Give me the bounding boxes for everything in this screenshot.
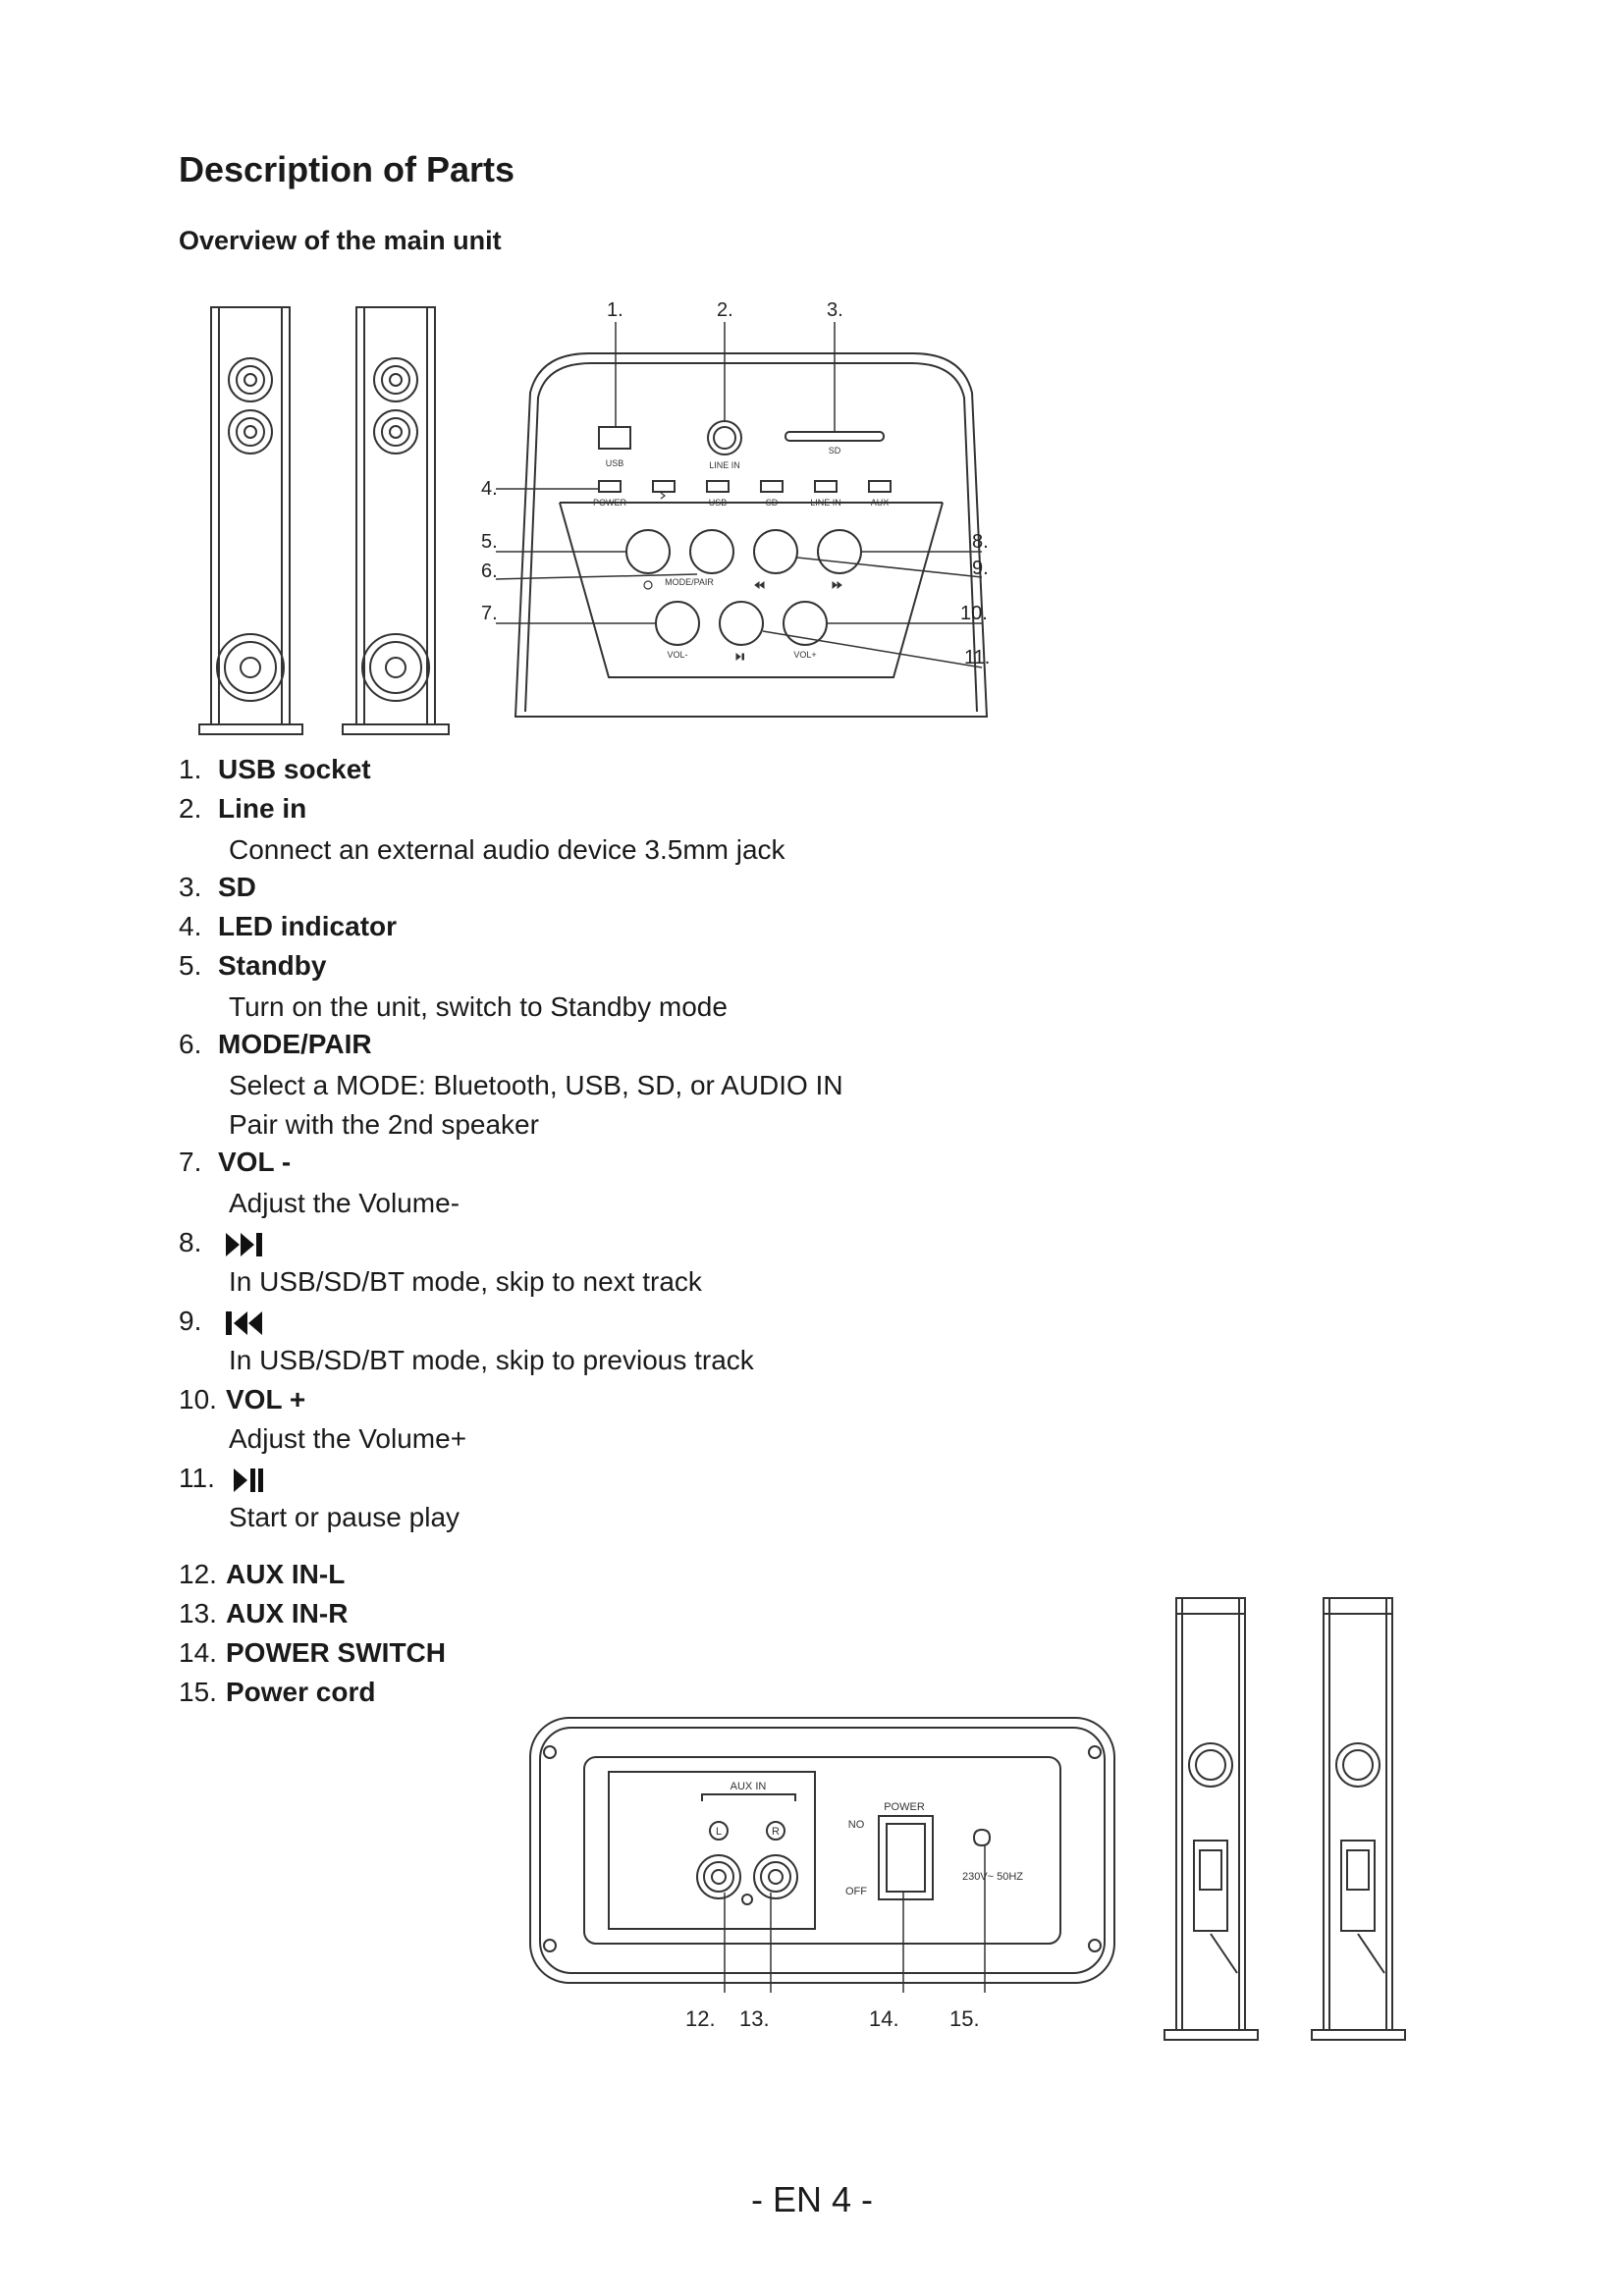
- part-12: 12. AUX IN-L: [179, 1559, 346, 1589]
- callout-9: 9.: [972, 558, 989, 579]
- callout-11: 11.: [964, 647, 991, 668]
- power-label: POWER: [884, 1801, 925, 1813]
- button-label-vol-minus: VOL-: [667, 650, 688, 660]
- button-label-vol-plus: VOL+: [793, 650, 817, 660]
- tower-left: [199, 307, 302, 734]
- aux-left-label: L: [715, 1826, 723, 1838]
- part-3: 3. SD: [179, 872, 256, 902]
- port-label-usb: USB: [605, 458, 624, 468]
- led-label-line-in: LINE IN: [810, 498, 841, 507]
- part-6-desc-2: Pair with the 2nd speaker: [229, 1109, 539, 1140]
- led-label-sd: SD: [765, 498, 779, 507]
- callout-6: 6.: [481, 561, 498, 582]
- rear-panel-diagram: [525, 1708, 1124, 2052]
- part-8-desc: In USB/SD/BT mode, skip to next track: [229, 1266, 702, 1297]
- part-7: 7. VOL -: [179, 1147, 292, 1177]
- section-subtitle: Overview of the main unit: [179, 226, 502, 255]
- part-5: 5. Standby: [179, 950, 327, 981]
- next-track-icon: [224, 1231, 271, 1258]
- part-9-desc: In USB/SD/BT mode, skip to previous track: [229, 1345, 754, 1375]
- callout-8: 8.: [972, 531, 989, 553]
- power-off-label: OFF: [845, 1886, 867, 1897]
- callout-5: 5.: [481, 531, 498, 553]
- part-10-desc: Adjust the Volume+: [229, 1423, 467, 1454]
- part-11-desc: Start or pause play: [229, 1502, 460, 1532]
- callout-1: 1.: [607, 299, 623, 321]
- part-6-desc-1: Select a MODE: Bluetooth, USB, SD, or AUDIO IN: [229, 1070, 843, 1100]
- part-15: 15. Power cord: [179, 1677, 376, 1707]
- callout-10: 10.: [960, 603, 988, 624]
- part-9: 9.: [179, 1306, 271, 1337]
- aux-right-label: R: [772, 1826, 780, 1838]
- port-label-sd: SD: [828, 446, 841, 455]
- callout-13: 13.: [739, 2006, 770, 2031]
- led-label-usb: USB: [708, 498, 728, 507]
- part-6: 6. MODE/PAIR: [179, 1029, 372, 1059]
- power-on-label: NO: [847, 1819, 865, 1831]
- speaker-towers-front: [191, 299, 466, 741]
- play-pause-icon: [232, 1467, 267, 1494]
- part-10: 10. VOL +: [179, 1384, 306, 1415]
- callout-3: 3.: [827, 299, 843, 321]
- part-13: 13. AUX IN-R: [179, 1598, 349, 1629]
- callout-12: 12.: [685, 2006, 716, 2031]
- part-11: 11.: [179, 1463, 267, 1494]
- part-2: 2. Line in: [179, 793, 307, 824]
- callout-7: 7.: [481, 603, 498, 624]
- callout-4: 4.: [481, 478, 498, 500]
- part-14: 14. POWER SWITCH: [179, 1637, 446, 1668]
- led-label-power: POWER: [592, 498, 627, 507]
- tower-right: [343, 307, 449, 734]
- part-4: 4. LED indicator: [179, 911, 398, 941]
- part-5-desc: Turn on the unit, switch to Standby mode: [229, 991, 728, 1022]
- part-2-desc: Connect an external audio device 3.5mm jack: [229, 834, 785, 865]
- callout-15: 15.: [949, 2006, 980, 2031]
- page-footer: - EN 4 -: [750, 2179, 873, 2219]
- previous-track-icon: [224, 1309, 271, 1337]
- voltage-rating-label: 230V~ 50HZ: [961, 1871, 1024, 1883]
- part-7-desc: Adjust the Volume-: [229, 1188, 460, 1218]
- aux-in-label: AUX IN: [730, 1781, 767, 1792]
- page-title: Description of Parts: [179, 149, 515, 189]
- speaker-towers-side: [1159, 1590, 1434, 2052]
- led-label-aux: AUX: [870, 498, 890, 507]
- callout-2: 2.: [717, 299, 733, 321]
- part-8: 8.: [179, 1227, 271, 1258]
- port-label-line-in: LINE IN: [709, 460, 740, 470]
- panel-symbols: [644, 493, 841, 660]
- button-label-mode-pair: MODE/PAIR: [665, 577, 714, 587]
- callout-14: 14.: [869, 2006, 899, 2031]
- front-control-panel-diagram: [481, 294, 1031, 726]
- part-1: 1. USB socket: [179, 754, 371, 784]
